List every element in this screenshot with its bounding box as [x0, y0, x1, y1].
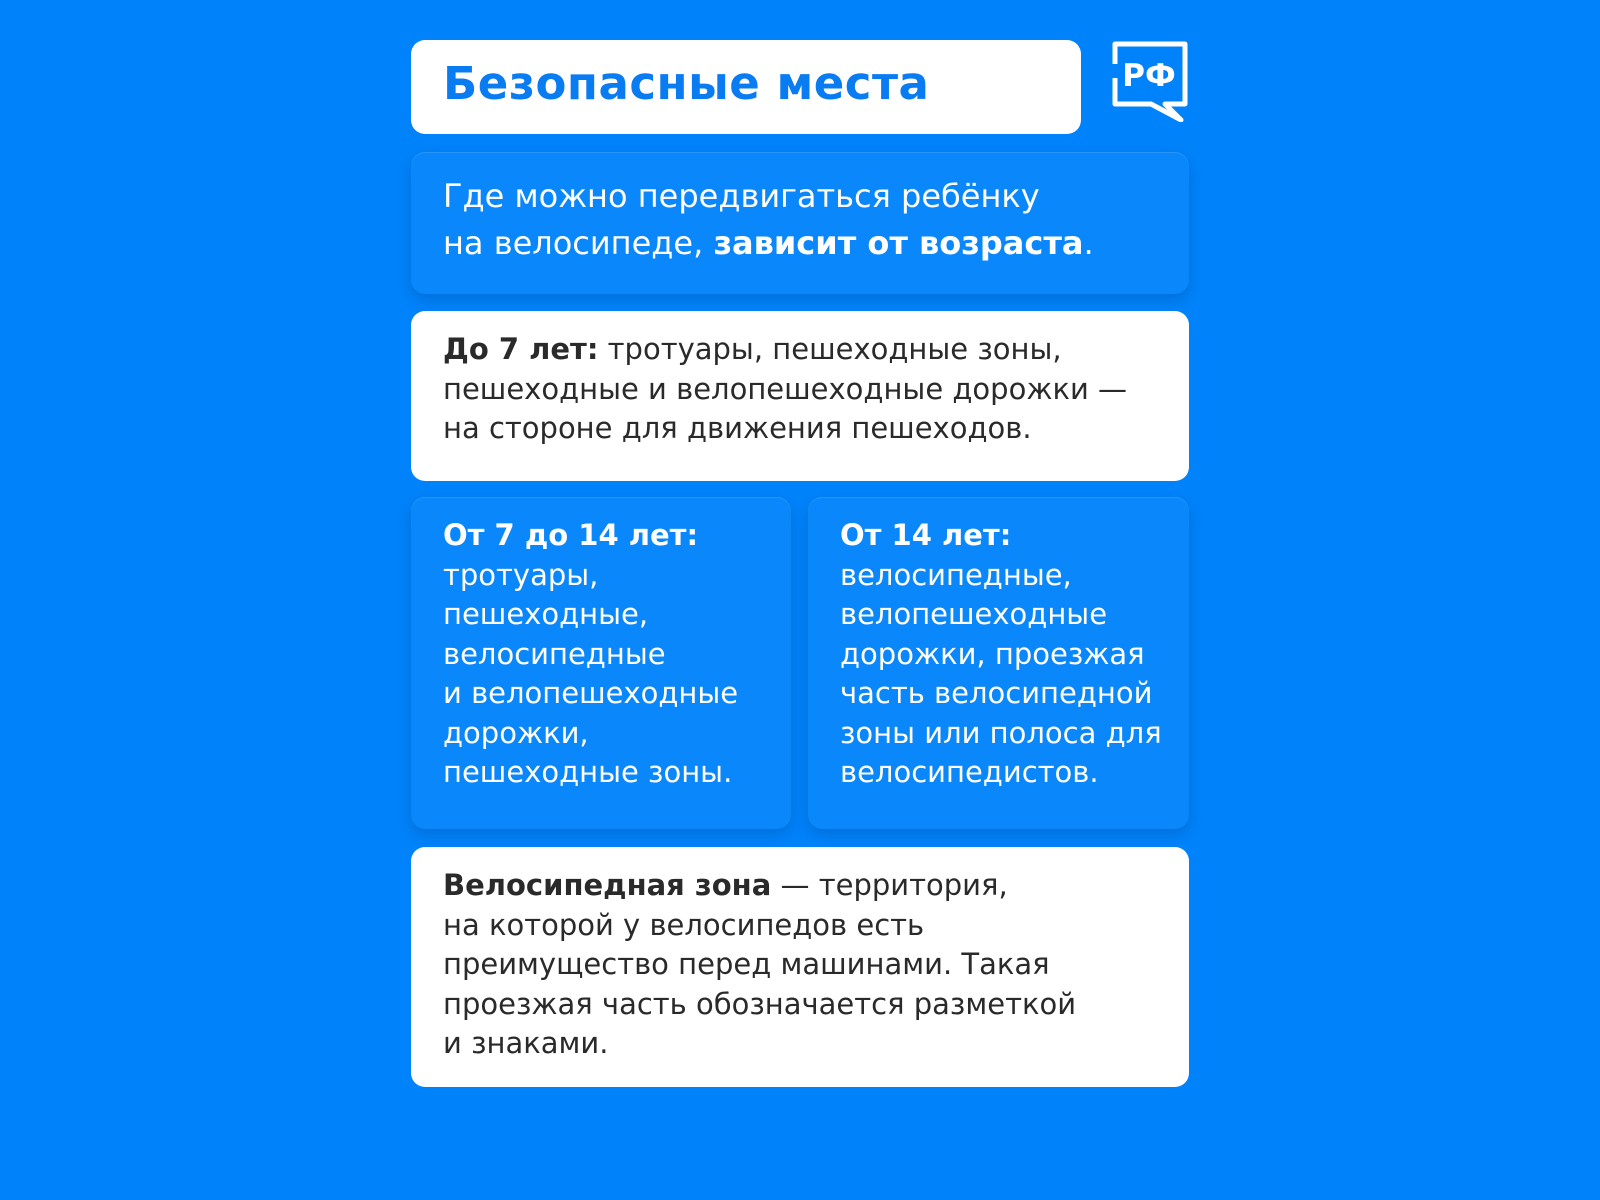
- page-title: Безопасные места: [443, 57, 930, 110]
- rule-7-14-text: [443, 516, 738, 793]
- rule-from-14-line: велосипедные,: [840, 557, 1072, 592]
- rule-under-7-label: До 7 лет:: [443, 332, 599, 366]
- intro-line-2-suffix: .: [1083, 224, 1094, 262]
- rule-7-14-line: пешеходные зоны.: [443, 755, 733, 789]
- rule-under-7-line-1: [443, 330, 1127, 370]
- rule-from-14-line: велопешеходные: [840, 597, 1108, 631]
- rule-from-14-line: часть велосипедной: [840, 676, 1153, 710]
- bike-zone-line-4: проезжая часть обозначается разметкой: [443, 986, 1077, 1021]
- rule-card-under-7: [411, 311, 1189, 481]
- bike-zone-line-1: [443, 866, 1076, 906]
- rf-logo-icon: [1111, 40, 1189, 122]
- rule-card-from-14: [808, 497, 1189, 829]
- title-card: [411, 40, 1081, 134]
- bike-zone-definition-card: [411, 847, 1189, 1087]
- rule-from-14-line: дорожки, проезжая: [840, 636, 1145, 671]
- rule-card-7-14: [411, 497, 791, 829]
- rule-under-7-line-3: на стороне для движения пешеходов.: [443, 411, 1032, 445]
- rule-7-14-line: пешеходные,: [443, 597, 649, 631]
- logo-text: РФ: [1122, 58, 1176, 94]
- rule-7-14-label: От 7 до 14 лет:: [443, 518, 699, 552]
- rule-under-7-line-1-text: тротуары, пешеходные зоны,: [598, 332, 1062, 366]
- bike-zone-text: [443, 866, 1076, 1064]
- bike-zone-term: Велосипедная зона: [443, 868, 772, 902]
- rule-from-14-label: От 14 лет:: [840, 518, 1012, 552]
- rule-under-7-text: [443, 330, 1127, 449]
- rule-7-14-line: дорожки,: [443, 715, 589, 750]
- rule-from-14-line: зоны или полоса для: [840, 715, 1162, 750]
- intro-card: [411, 152, 1189, 294]
- bike-zone-line-5: и знаками.: [443, 1026, 609, 1060]
- intro-line-1: Где можно передвигаться ребёнку: [443, 177, 1040, 215]
- intro-emphasis: зависит от возраста: [713, 224, 1084, 262]
- intro-line-2: [443, 220, 1094, 267]
- rule-7-14-line: тротуары,: [443, 557, 599, 592]
- intro-line-2-prefix: на велосипеде,: [443, 224, 714, 262]
- rule-7-14-line: и велопешеходные: [443, 676, 739, 710]
- bike-zone-line-2: на которой у велосипедов есть: [443, 907, 925, 942]
- rule-7-14-line: велосипедные: [443, 636, 666, 671]
- bike-zone-line-1-text: — территория,: [771, 868, 1008, 902]
- intro-text: [443, 173, 1094, 267]
- rule-from-14-text: [840, 516, 1162, 793]
- rule-from-14-line: велосипедистов.: [840, 755, 1099, 789]
- rule-under-7-line-2: пешеходные и велопешеходные дорожки —: [443, 371, 1128, 406]
- bike-zone-line-3: преимущество перед машинами. Такая: [443, 947, 1050, 981]
